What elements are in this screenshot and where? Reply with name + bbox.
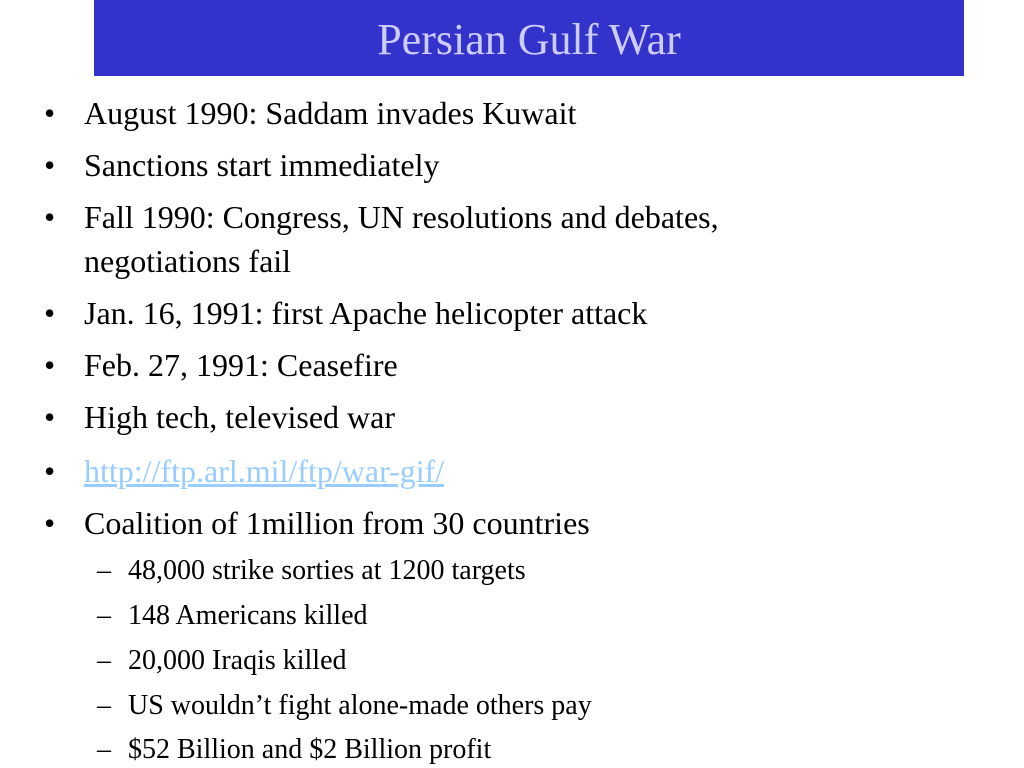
sub-bullet-marker: – [97,690,111,721]
slide-title: Persian Gulf War [377,15,681,64]
war-gif-link[interactable]: http://ftp.arl.mil/ftp/war-gif/ [84,453,445,489]
bullet-text: August 1990: Saddam invades Kuwait [84,95,577,131]
sub-bullet-marker: – [97,645,111,676]
sub-bullet-text: US wouldn’t fight alone-made others pay [128,690,592,721]
bullet-text: Feb. 27, 1991: Ceasefire [84,347,398,383]
bullet-text: Sanctions start immediately [84,147,440,183]
sub-bullet-marker: – [97,555,111,586]
bullet-marker: • [44,199,56,235]
sub-bullet-marker: – [97,600,111,631]
bullet-marker: • [44,347,56,383]
bullet-text: Fall 1990: Congress, UN resolutions and debates, [84,199,719,235]
sub-bullet-text: $52 Billion and $2 Billion profit [128,734,492,765]
bullet-text: negotiations fail [84,243,292,279]
bullet-text: Jan. 16, 1991: first Apache helicopter attack [84,295,648,331]
sub-bullet-text: 48,000 strike sorties at 1200 targets [128,555,526,586]
bullet-marker: • [44,147,56,183]
bullet-marker: • [44,95,56,131]
sub-bullet-text: 148 Americans killed [128,600,368,631]
bullet-text: High tech, televised war [84,399,395,435]
bullet-marker: • [44,399,56,435]
bullet-text: Coalition of 1million from 30 countries [84,505,590,541]
bullet-marker: • [44,505,56,541]
sub-bullet-marker: – [97,734,111,765]
sub-bullet-text: 20,000 Iraqis killed [128,645,347,676]
bullet-marker: • [44,295,56,331]
bullet-marker: • [44,453,56,489]
